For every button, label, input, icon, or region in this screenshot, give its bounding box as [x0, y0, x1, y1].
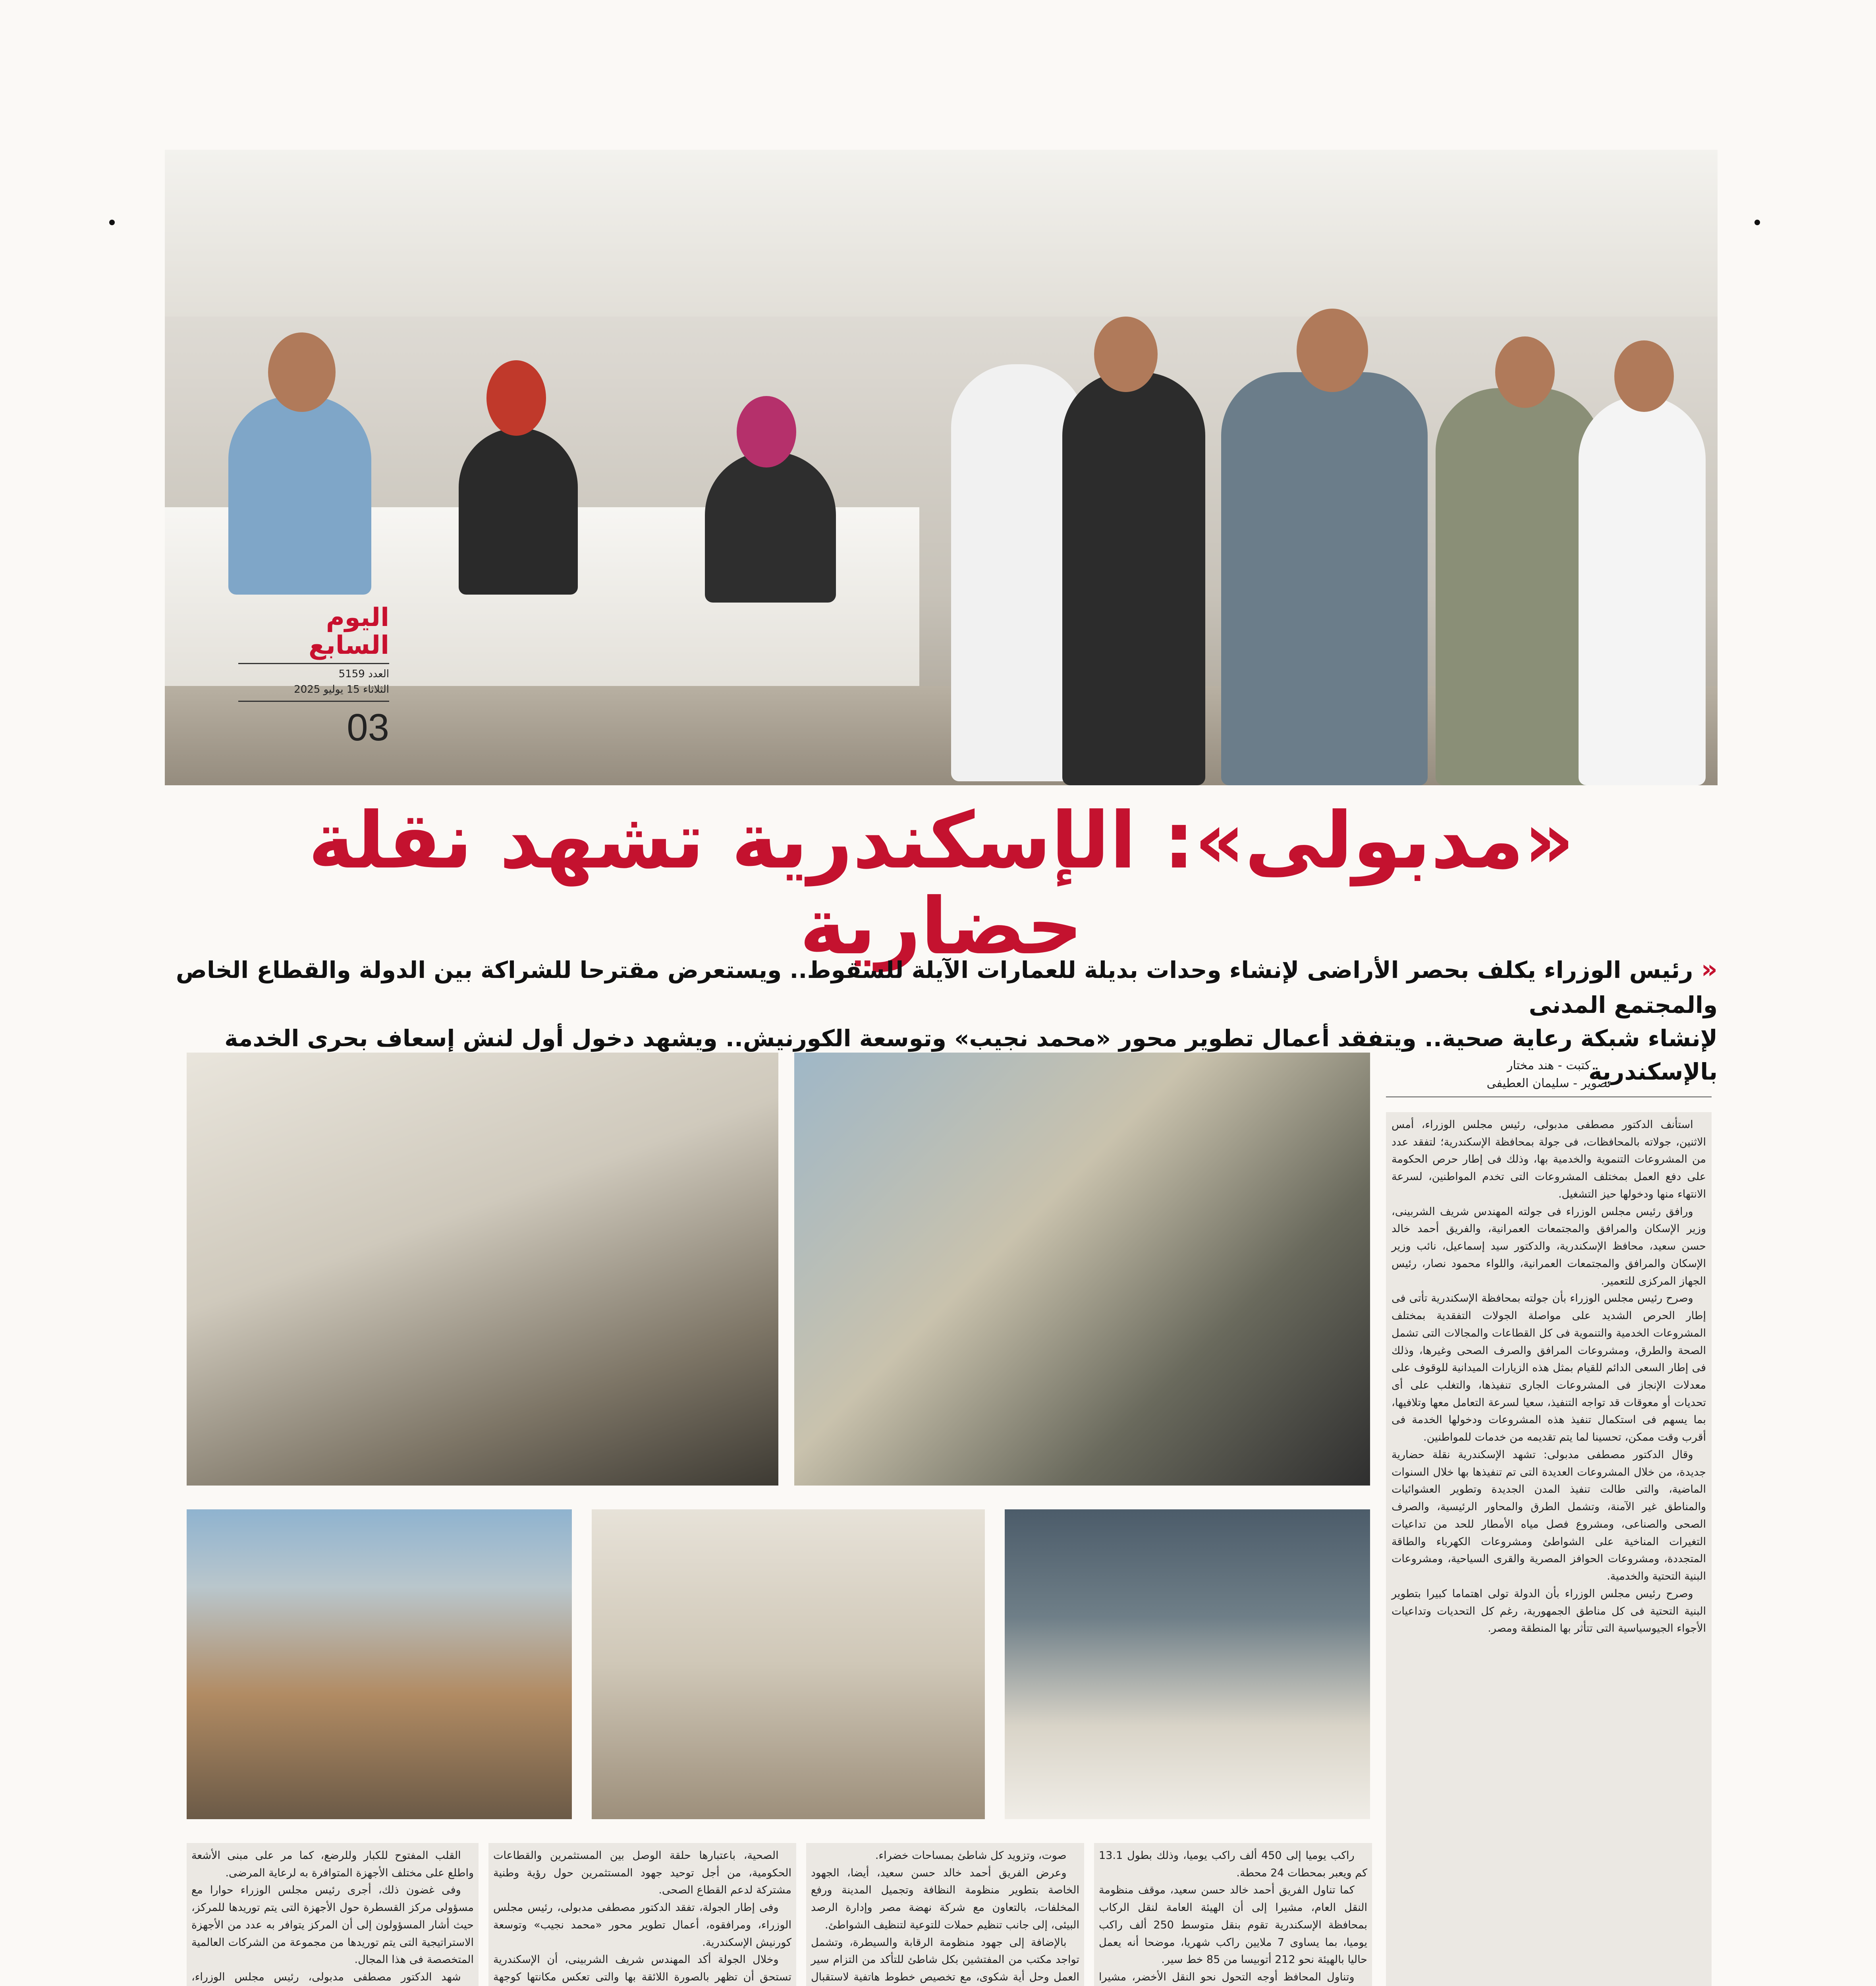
- paragraph: وصرح رئيس مجلس الوزراء بأن جولته بمحافظة الإسكندرية تأتى فى إطار الحرص الشديد على مواصلة الجولات التفقدية بمختلف المشروعات الخدمية والتنموية فى كل القطاعات والمجالات التى تشمل الصحة والطرق، ومشروعات المرافق والصرف الصحى وغيرها، وذلك فى إطار السعى الدائم للقيام بمثل هذه الزيارات الميدانية للوقوف على معدلات الإنجاز فى المشروعات الجارى تنفيذها، والتغلب على أى تحديات أو معوقات قد تواجه التنفيذ، سعيا لسرعة التعامل معها وتلافيها، بما يسهم فى استكمال تنفيذ هذه المشروعات ودخولها الخدمة فى أقرب وقت ممكن، تحسينا لما يتم تقديمه من خدمات للمواطنين.: [1392, 1292, 1706, 1444]
- hero-photo-head: [1094, 317, 1158, 392]
- article-column-1: [1386, 1112, 1712, 1986]
- hero-photo-head: [268, 332, 336, 412]
- hero-photo-person: [1579, 396, 1706, 785]
- hero-photo-head: [737, 396, 796, 468]
- hero-photo-person: [705, 452, 836, 603]
- paragraph: الصحية، باعتبارها حلقة الوصل بين المستثمرين والقطاعات الحكومية، من أجل توحيد جهود المستثمرين حول رؤية وطنية مشتركة لدعم القطاع الصحى.: [493, 1849, 791, 1897]
- hero-photo-person: [1062, 372, 1205, 785]
- byline-writer: كتبت - هند مختار: [1507, 1059, 1590, 1072]
- photo-meeting-room: [592, 1509, 985, 1819]
- subheadline-text-1: رئيس الوزراء يكلف بحصر الأراضى لإنشاء وحدات بديلة للعمارات الآيلة للسقوط.. ويستعرض مقترحا للشراكة بين الدولة والقطاع الخاص والمجتمع المدنى: [176, 956, 1718, 1018]
- hero-photo-person: [1436, 388, 1602, 785]
- chevron-left-icon: «: [1701, 955, 1718, 984]
- masthead: [238, 604, 389, 750]
- paragraph: وفى إطار الجولة، تفقد الدكتور مصطفى مدبولى، رئيس مجلس الوزراء، ومرافقوه، أعمال تطوير محور «محمد نجيب» وتوسعة كورنيش الإسكندرية.: [493, 1901, 791, 1949]
- paragraph: وفى غضون ذلك، أجرى رئيس مجلس الوزراء حوارا مع مسؤولى مركز القسطرة حول الأجهزة التى يتم توريدها للمركز، حيث أشار المسؤولون إلى أن المركز يتوافر به عدد من الأجهزة الاستراتيجية التى يتم توريدها من مجموعة من الشركات العالمية المتخصصة فى هذا المجال.: [191, 1884, 474, 1966]
- paragraph: وتناول المحافظ أوجه التحول نحو النقل الأخضر، مشيرا: [1099, 1971, 1355, 1984]
- paragraph: استأنف الدكتور مصطفى مدبولى، رئيس مجلس الوزراء، أمس الاثنين، جولاته بالمحافظات، فى جولة بمحافظة الإسكندرية؛ لتفقد عدد من المشروعات التنموية والخدمية بها، وذلك فى إطار حرص الحكومة على دفع العمل بمختلف المشروعات التى تخدم المواطنين، لسرعة الانتهاء منها ودخولها حيز التشغيل.: [1392, 1119, 1706, 1200]
- article-column-3: [806, 1843, 1084, 1986]
- article-column-2: [1094, 1843, 1372, 1986]
- page-headline: «مدبولى»: الإسكندرية تشهد نقلة حضارية: [308, 796, 1575, 972]
- byline: [1386, 1057, 1712, 1097]
- hero-photo-person: [459, 428, 578, 595]
- hero-photo-wall: [165, 150, 1718, 317]
- photo-buildings-facade: [187, 1509, 572, 1819]
- paragraph: راكب يوميا إلى 450 ألف راكب يوميا، وذلك بطول 13.1 كم ويعبر بمحطات 24 محطة.: [1099, 1849, 1367, 1879]
- issue-meta: [238, 663, 389, 697]
- paragraph: وعرض الفريق أحمد خالد حسن سعيد، أيضا، الجهود الخاصة بتطوير منظومة النظافة وتجميل المدينة ورفع المخلفات، بالتعاون مع شركة نهضة مصر وإدارة الرصد البيئى، إلى جانب تنظيم حملات للتوعية لتنظيف الشواطئ.: [811, 1866, 1079, 1931]
- photo-plans-presentation: [187, 1053, 778, 1486]
- registration-mark: [109, 220, 115, 225]
- page-number: 03: [238, 701, 389, 750]
- issue-date: الثلاثاء 15 يوليو 2025: [294, 683, 389, 695]
- hero-photo-person: [228, 396, 371, 595]
- article-column-4: [488, 1843, 796, 1986]
- issue-number: العدد 5159: [338, 668, 389, 680]
- hero-photo-person: [1221, 372, 1428, 785]
- subheadline-line-1: [165, 951, 1718, 1022]
- subheadline-text-2: لإنشاء شبكة رعاية صحية.. ويتفقد أعمال تطوير محور «محمد نجيب» وتوسعة الكورنيش.. ويشهد دخول أول لنش إسعاف بحرى الخدمة بالإسكندرية: [224, 1024, 1718, 1085]
- hero-photo-head: [486, 360, 546, 436]
- paragraph: ورافق رئيس مجلس الوزراء فى جولته المهندس شريف الشربينى، وزير الإسكان والمرافق والمجتمعات العمرانية، والفريق أحمد خالد حسن سعيد، محافظ الإسكندرية، والدكتور سيد إسماعيل، نائب وزير الإسكان والمرافق والمجتمعات العمرانية، واللواء محمود نصار، رئيس الجهاز المركزى للتعمير.: [1392, 1205, 1706, 1287]
- newspaper-logo: اليوم السابع: [309, 603, 389, 661]
- paragraph: القلب المفتوح للكبار وللرضع، كما مر على مبنى الأشعة واطلع على مختلف الأجهزة المتوافرة به لرعاية المرضى.: [191, 1849, 474, 1879]
- paragraph: شهد الدكتور مصطفى مدبولى، رئيس مجلس الوزراء،: [191, 1971, 461, 1984]
- article-column-5: [187, 1843, 479, 1986]
- paragraph: صوت، وتزويد كل شاطئ بمساحات خضراء.: [875, 1849, 1067, 1862]
- paragraph: كما تناول الفريق أحمد خالد حسن سعيد، موقف منظومة النقل العام، مشيرا إلى أن الهيئة العامة لنقل الركاب بمحافظة الإسكندرية تقوم بنقل متوسط 250 ألف راكب يوميا، بما يساوى 7 ملايين راكب شهريا، موضحا أنه يعمل حاليا بالهيئة نحو 212 أتوبيسا من 85 خط سير.: [1099, 1884, 1368, 1966]
- paragraph: وقال الدكتور مصطفى مدبولى: تشهد الإسكندرية نقلة حضارية جديدة، من خلال المشروعات العديدة التى تم تنفيذها بها خلال السنوات الماضية، والتى طالت تنفيذ المدن الجديدة وتطوير العشوائيات والمناطق غير الآمنة، وتشمل الطرق والمحاور الرئيسية، والصرف الصحى والصناعى، ومشروع فصل مياه الأمطار للحد من تداعيات التغيرات المناخية على الشواطئ ومشروعات الكهرباء والطاقة المتجددة، ومشروعات الحوافز المصرية والقرى السياحية، ومشروعات البنية التحتية والخدمية.: [1392, 1448, 1706, 1583]
- photo-control-room: [1005, 1509, 1370, 1819]
- paragraph: وصرح رئيس مجلس الوزراء بأن الدولة تولى اهتماما كبيرا بتطوير البنية التحتية فى كل مناطق الجمهورية، رغم كل التحديات وتداعيات الأجواء الجيوسياسية التى تتأثر بها المنطقة ومصر.: [1392, 1587, 1706, 1635]
- registration-mark: [1754, 220, 1760, 225]
- hero-photo-head: [1495, 336, 1555, 408]
- hero-photo-head: [1297, 309, 1368, 392]
- paragraph: وخلال الجولة أكد المهندس شريف الشربينى، أن الإسكندرية تستحق أن تظهر بالصورة اللائقة بها والتى تعكس مكانتها كوجهة: [493, 1953, 791, 1984]
- hero-photo-head: [1614, 340, 1674, 412]
- photo-site-inspection-map: [794, 1053, 1370, 1486]
- hero-photo: [165, 150, 1718, 785]
- byline-photographer: تصوير - سليمان العطيفى: [1486, 1076, 1611, 1090]
- paragraph: بالإضافة إلى جهود منظومة الرقابة والسيطرة، وتشمل تواجد مكتب من المفتشين بكل شاطئ للتأكد من التزام سير العمل وحل أية شكوى، مع تخصيص خطوط هاتفية لاستقبال: [811, 1936, 1079, 1984]
